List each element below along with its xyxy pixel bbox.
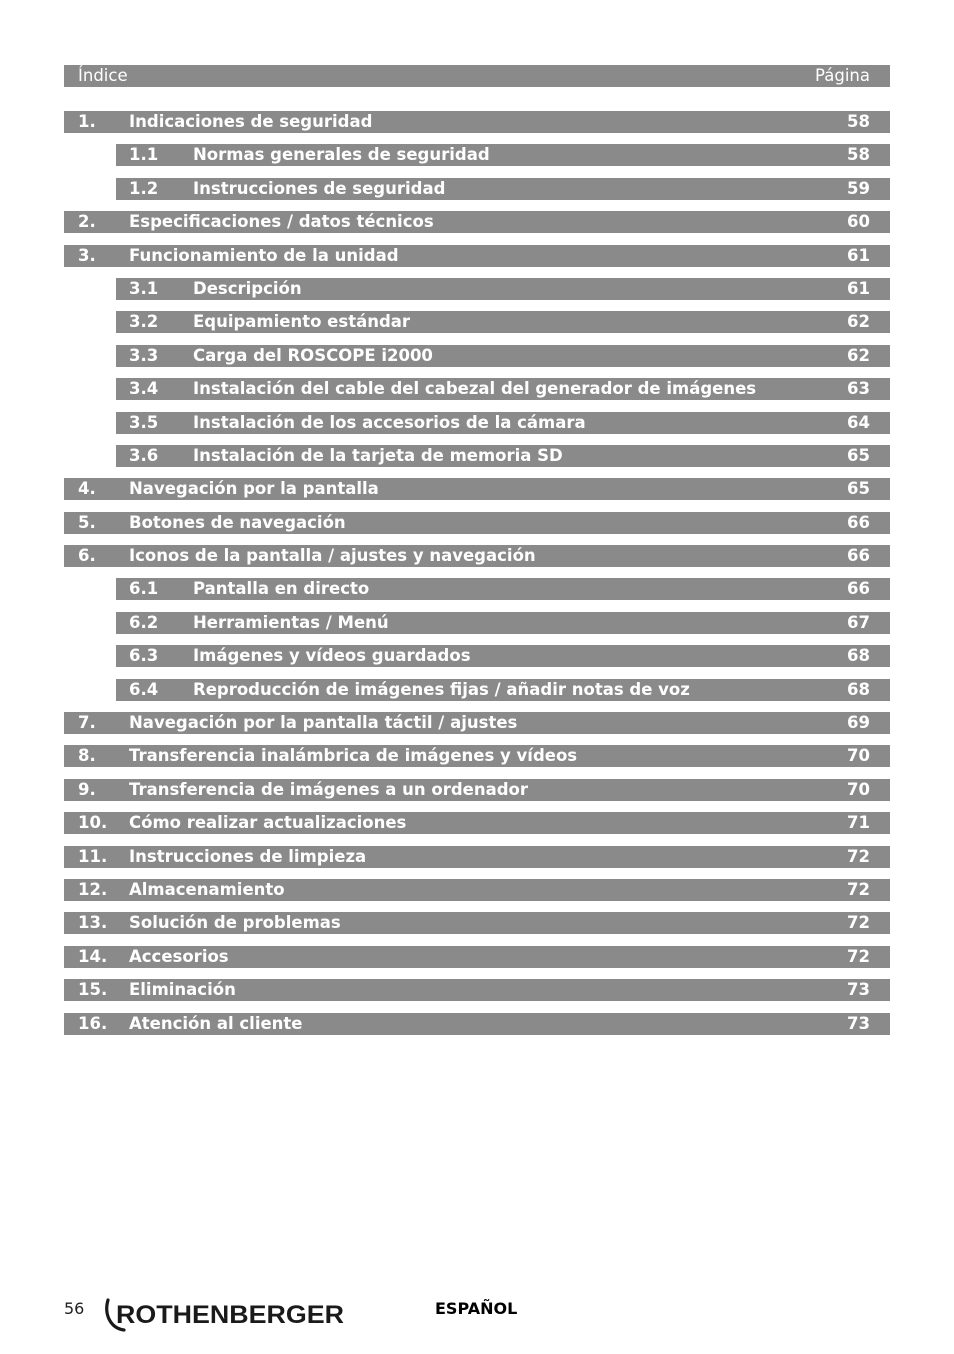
toc-page-number: 73 (847, 1014, 870, 1033)
toc-entry-title: Eliminación (129, 980, 236, 999)
toc-entry-title: Transferencia inalámbrica de imágenes y vídeos (129, 746, 578, 765)
toc-number: 6.4 (129, 680, 159, 699)
toc-page-number: 61 (847, 279, 870, 298)
toc-page-number: 70 (847, 780, 870, 799)
toc-page-number: 72 (847, 880, 870, 899)
toc-entry-title: Indicaciones de seguridad (129, 112, 373, 131)
toc-page-number: 60 (847, 212, 870, 231)
toc-number: 2. (78, 212, 96, 231)
toc-page-number: 58 (847, 145, 870, 164)
toc-entry-title: Transferencia de imágenes a un ordenador (129, 780, 529, 799)
toc-page-number: 69 (847, 713, 870, 732)
toc-subsection-row[interactable] (116, 345, 890, 367)
toc-number: 3.5 (129, 413, 159, 432)
toc-section-row[interactable] (64, 1013, 890, 1035)
toc-number: 3. (78, 246, 96, 265)
toc-number: 6. (78, 546, 96, 565)
toc-number: 7. (78, 713, 96, 732)
page-number: 56 (64, 1299, 85, 1318)
toc-number: 6.3 (129, 646, 159, 665)
toc-page-number: 64 (847, 413, 870, 432)
toc-entry-title: Almacenamiento (129, 880, 285, 899)
toc-entry-title: Navegación por la pantalla táctil / ajustes (129, 713, 518, 732)
toc-number: 3.3 (129, 346, 159, 365)
svg-text:ROTHENBERGER: ROTHENBERGER (116, 1301, 344, 1329)
toc-section-row[interactable] (64, 946, 890, 968)
toc-page-number: 61 (847, 246, 870, 265)
toc-section-row[interactable] (64, 211, 890, 233)
toc-page-number: 73 (847, 980, 870, 999)
toc-number: 4. (78, 479, 96, 498)
toc-entry-title: Solución de problemas (129, 913, 341, 932)
toc-section-row[interactable] (64, 779, 890, 801)
toc-section-row[interactable] (64, 745, 890, 767)
toc-number: 11. (78, 847, 108, 866)
page-column-label: Página (815, 66, 870, 85)
toc-entry-title: Equipamiento estándar (193, 312, 411, 331)
toc-subsection-row[interactable] (116, 578, 890, 600)
toc-entry-title: Imágenes y vídeos guardados (193, 646, 471, 665)
toc-page-number: 67 (847, 613, 870, 632)
toc-entry-title: Instalación de la tarjeta de memoria SD (193, 446, 563, 465)
toc-section-row[interactable] (64, 512, 890, 534)
toc-number: 3.6 (129, 446, 159, 465)
toc-page-number: 66 (847, 546, 870, 565)
toc-entry-title: Accesorios (129, 947, 229, 966)
toc-entry-title: Normas generales de seguridad (193, 145, 490, 164)
toc-page-number: 63 (847, 379, 870, 398)
toc-section-row[interactable] (64, 846, 890, 868)
toc-number: 1.1 (129, 145, 159, 164)
toc-number: 3.1 (129, 279, 159, 298)
toc-entry-title: Instrucciones de limpieza (129, 847, 367, 866)
toc-entry-title: Atención al cliente (129, 1014, 303, 1033)
toc-header (64, 65, 890, 87)
toc-subsection-row[interactable] (116, 178, 890, 200)
toc-subsection-row[interactable] (116, 311, 890, 333)
toc-page-number: 68 (847, 680, 870, 699)
toc-subsection-row[interactable] (116, 645, 890, 667)
toc-page-number: 66 (847, 579, 870, 598)
toc-section-row[interactable] (64, 812, 890, 834)
toc-number: 6.1 (129, 579, 159, 598)
toc-section-row[interactable] (64, 545, 890, 567)
toc-section-row[interactable] (64, 979, 890, 1001)
toc-number: 1. (78, 112, 96, 131)
toc-subsection-row[interactable] (116, 378, 890, 400)
rothenberger-logo (102, 1292, 352, 1336)
toc-page-number: 70 (847, 746, 870, 765)
toc-page-number: 65 (847, 446, 870, 465)
toc-page-number: 72 (847, 847, 870, 866)
toc-page-number: 72 (847, 947, 870, 966)
toc-subsection-row[interactable] (116, 144, 890, 166)
toc-entry-title: Funcionamiento de la unidad (129, 246, 399, 265)
toc-entry-title: Instalación de los accesorios de la cámara (193, 413, 586, 432)
toc-subsection-row[interactable] (116, 278, 890, 300)
toc-number: 10. (78, 813, 108, 832)
toc-page-number: 66 (847, 513, 870, 532)
toc-entry-title: Botones de navegación (129, 513, 346, 532)
toc-entry-title: Navegación por la pantalla (129, 479, 379, 498)
toc-subsection-row[interactable] (116, 612, 890, 634)
toc-section-row[interactable] (64, 879, 890, 901)
toc-section-row[interactable] (64, 712, 890, 734)
toc-number: 6.2 (129, 613, 159, 632)
toc-entry-title: Iconos de la pantalla / ajustes y navegación (129, 546, 536, 565)
toc-entry-title: Descripción (193, 279, 302, 298)
toc-entry-title: Pantalla en directo (193, 579, 370, 598)
toc-entry-title: Reproducción de imágenes fijas / añadir notas de voz (193, 680, 690, 699)
toc-page-number: 62 (847, 312, 870, 331)
toc-entry-title: Especificaciones / datos técnicos (129, 212, 434, 231)
toc-section-row[interactable] (64, 478, 890, 500)
toc-page-number: 58 (847, 112, 870, 131)
toc-section-row[interactable] (64, 111, 890, 133)
toc-page-number: 72 (847, 913, 870, 932)
toc-number: 5. (78, 513, 96, 532)
toc-number: 16. (78, 1014, 108, 1033)
toc-number: 12. (78, 880, 108, 899)
toc-number: 3.2 (129, 312, 159, 331)
toc-subsection-row[interactable] (116, 679, 890, 701)
toc-number: 1.2 (129, 179, 159, 198)
toc-number: 3.4 (129, 379, 159, 398)
toc-number: 13. (78, 913, 108, 932)
language-label: ESPAÑOL (435, 1299, 518, 1318)
toc-entry-title: Herramientas / Menú (193, 613, 389, 632)
toc-section-row[interactable] (64, 245, 890, 267)
toc-entry-title: Cómo realizar actualizaciones (129, 813, 407, 832)
toc-page-number: 68 (847, 646, 870, 665)
toc-page-number: 59 (847, 179, 870, 198)
toc-page-number: 62 (847, 346, 870, 365)
toc-section-row[interactable] (64, 912, 890, 934)
toc-title: Índice (78, 66, 128, 85)
toc-number: 9. (78, 780, 96, 799)
toc-number: 15. (78, 980, 108, 999)
toc-entry-title: Carga del ROSCOPE i2000 (193, 346, 433, 365)
toc-number: 14. (78, 947, 108, 966)
toc-subsection-row[interactable] (116, 412, 890, 434)
toc-subsection-row[interactable] (116, 445, 890, 467)
toc-entry-title: Instrucciones de seguridad (193, 179, 446, 198)
toc-page-number: 71 (847, 813, 870, 832)
toc-number: 8. (78, 746, 96, 765)
toc-page-number: 65 (847, 479, 870, 498)
toc-entry-title: Instalación del cable del cabezal del generador de imágenes (193, 379, 757, 398)
